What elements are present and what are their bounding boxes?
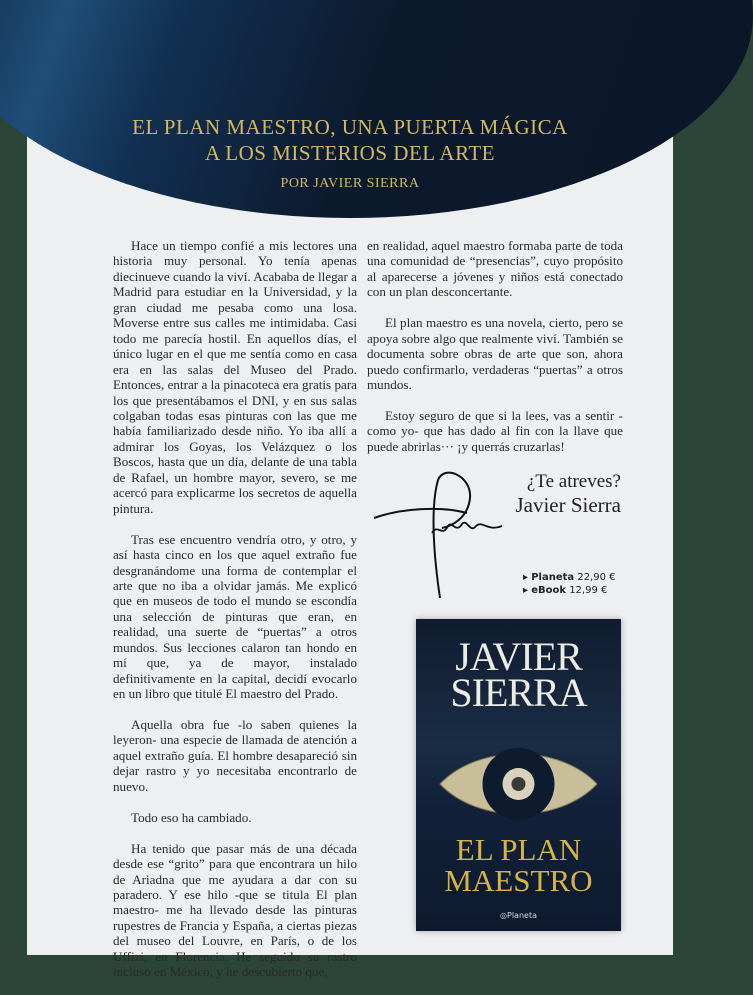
triangle-bullet-icon: ▸	[523, 585, 532, 596]
article-page	[27, 73, 673, 980]
price-list	[523, 571, 616, 597]
paragraph: Tras ese encuentro vendría otro, y otro, y así hasta cinco en los que aquel extraño fue desgranándome una forma de contemplar el arte que no iba a olvidar jamás. Me explicó que en museos de todo el mundo se escondía una selección de pinturas que eran, en realidad, una suerte de “puertas” a otros mundos. Sus lecciones calaron tan hondo en mí que, ya de mayor, instalado definitivamente en la capital, decidí evocarlo en un libro que titulé El maestro del Prado.	[113, 531, 357, 702]
paragraph: Estoy seguro de que si la lees, vas a sentir -como yo- que has dado al fin con la llave que puede abrirlas··· ¡y querrás cruzarlas!	[367, 407, 623, 454]
author-signature	[372, 468, 512, 603]
headline-line-1: EL PLAN MAESTRO, UNA PUERTA MÁGICA	[132, 115, 568, 139]
book-cover	[416, 619, 621, 931]
headline-line-2: A LOS MISTERIOS DEL ARTE	[205, 141, 495, 165]
paragraph: Ha tenido que pasar más de una década desde ese “grito” para que encontrara un hilo de Ariadna que me ayudara a dar con su paradero. Y ese hilo -que se titula El plan maestro- me ha llevado desde las pinturas rupestres de Francia y España, a ciertas piezas del museo del Louvre, en París, o de los Uffizi, en Florencia. He seguido su rastro incluso en México, y he descubierto que,	[113, 840, 357, 980]
cover-title: EL PLAN MAESTRO	[444, 832, 593, 898]
article-column-right	[367, 238, 623, 470]
byline: POR JAVIER SIERRA	[280, 176, 420, 191]
price-item: ▸ eBook 12,99 €	[523, 585, 608, 596]
triangle-bullet-icon: ▸	[523, 572, 532, 583]
eye-icon	[438, 739, 599, 829]
paragraph: El plan maestro es una novela, cierto, pero se apoya sobre algo que realmente viví. También se documenta sobre obras de arte que son, ahora puedo confirmarlo, verdaderas “puertas” a otros mundos.	[367, 315, 623, 393]
cover-author: JAVIER SIERRA	[450, 634, 587, 715]
paragraph: Todo eso ha cambiado.	[131, 809, 252, 825]
paragraph: Aquella obra fue -lo saben quienes la leyeron- una especie de llamada de atención a aquel extraño guía. El hombre desapareció sin dejar rastro y yo necesitaba encontrarlo de nuevo.	[113, 717, 357, 794]
paragraph: Hace un tiempo confié a mis lectores una historia muy personal. Yo tenía apenas diecinueve cuando la viví. Acababa de llegar a Madrid para estudiar en la Universidad, y la gran ciudad me pesaba como una losa. Moverse entre sus calles me intimidaba. Casi todo me parecía hostil. En aquellos días, el único lugar en el que me sentía como en casa era en las salas del Museo del Prado. Entonces, entrar a la pinacoteca era gratis para los que presentábamos el DNI, y en sus salas colgaban todas esas pinturas con las que me había familiarizado desde niño. Yo iba allí a admirar los Goyas, los Velázquez o los Boscos, hasta que un día, delante de una tabla de Rafael, un hombre mayor, severo, se me acercó para explicarme los secretos de aquella pintura.	[113, 238, 357, 516]
paragraph: en realidad, aquel maestro formaba parte de toda una comunidad de “presencias”, cuyo propósito al aparecerse a jóvenes y niños está conectado con un plan desconcertante.	[367, 238, 623, 300]
article-column-left	[113, 238, 357, 995]
price-item: ▸ Planeta 22,90 €	[523, 572, 616, 583]
publisher-logo: ◎Planeta	[500, 911, 537, 920]
closing-question: ¿Te atreves?	[526, 471, 621, 492]
author-name: Javier Sierra	[515, 493, 621, 517]
